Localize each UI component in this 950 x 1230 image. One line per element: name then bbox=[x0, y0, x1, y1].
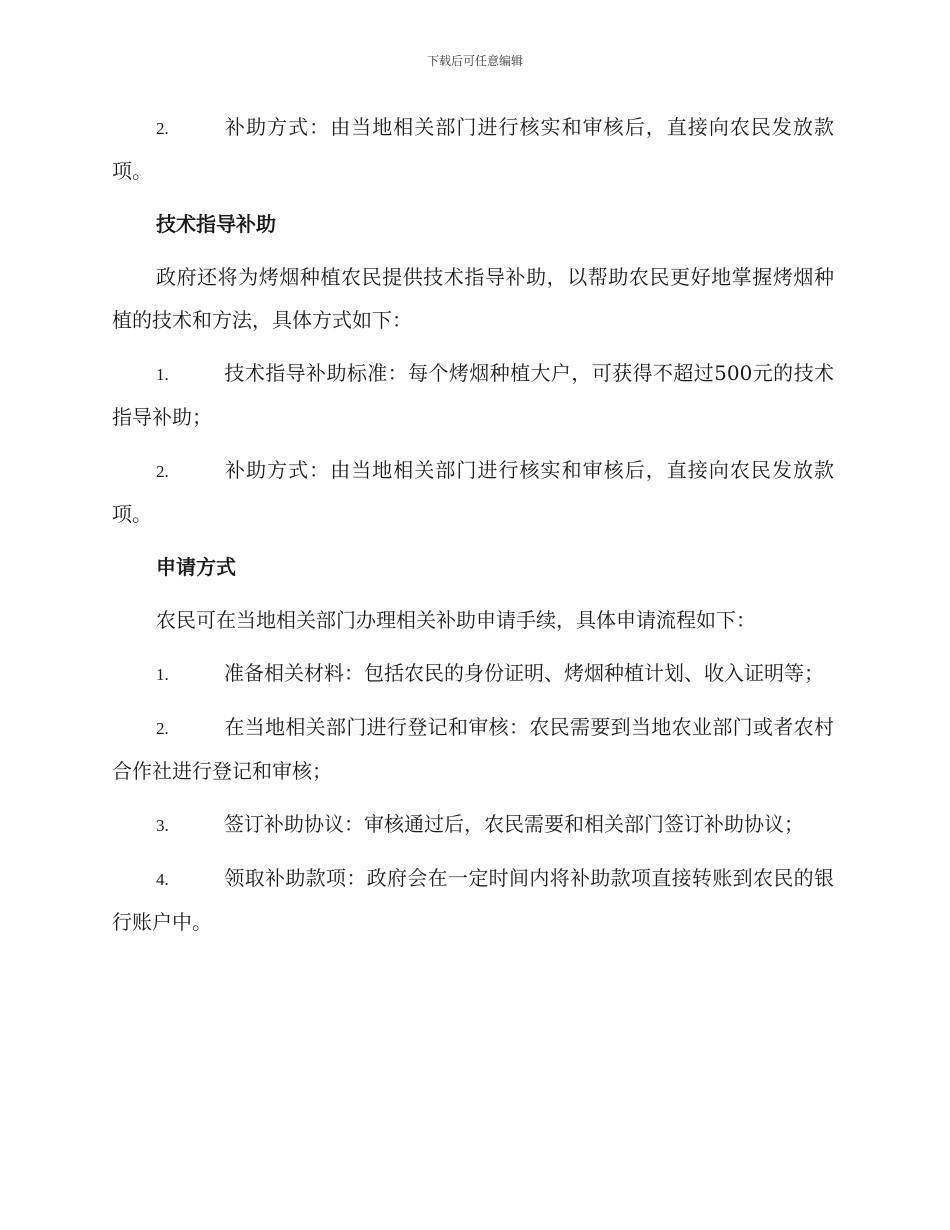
list-item-text: 技术指导补助标准：每个烤烟种植大户，可获得不超过500元的技术指导补助； bbox=[112, 361, 834, 429]
list-number: 1. bbox=[156, 665, 169, 684]
section-heading: 技术指导补助 bbox=[156, 212, 276, 236]
list-item bbox=[112, 352, 834, 439]
paragraph: 政府还将为烤烟种植农民提供技术指导补助，以帮助农民更好地掌握烤烟种植的技术和方法，具体方式如下： bbox=[112, 265, 834, 332]
list-number: 1. bbox=[156, 365, 169, 384]
document-body bbox=[112, 106, 834, 954]
list-item bbox=[112, 803, 834, 847]
list-item bbox=[112, 652, 834, 696]
list-item-text: 补助方式：由当地相关部门进行核实和审核后，直接向农民发放款项。 bbox=[112, 458, 834, 526]
section-heading: 申请方式 bbox=[156, 555, 236, 579]
list-number: 4. bbox=[156, 870, 169, 889]
list-item bbox=[112, 106, 834, 193]
list-item bbox=[112, 857, 834, 944]
list-item-text: 在当地相关部门进行登记和审核：农民需要到当地农业部门或者农村合作社进行登记和审核； bbox=[112, 715, 834, 783]
list-number: 2. bbox=[156, 719, 169, 738]
list-number: 3. bbox=[156, 816, 169, 835]
paragraph: 农民可在当地相关部门办理相关补助申请手续，具体申请流程如下： bbox=[156, 608, 756, 632]
list-item-text: 签订补助协议：审核通过后，农民需要和相关部门签订补助协议； bbox=[224, 812, 804, 836]
list-item bbox=[112, 449, 834, 536]
page-header-note: 下载后可任意编辑 bbox=[426, 54, 523, 68]
list-number: 2. bbox=[156, 462, 169, 481]
list-item-text: 领取补助款项：政府会在一定时间内将补助款项直接转账到农民的银行账户中。 bbox=[112, 866, 834, 934]
list-item-text: 补助方式：由当地相关部门进行核实和审核后，直接向农民发放款项。 bbox=[112, 115, 834, 183]
list-item bbox=[112, 706, 834, 793]
list-number: 2. bbox=[156, 119, 169, 138]
list-item-text: 准备相关材料：包括农民的身份证明、烤烟种植计划、收入证明等； bbox=[224, 661, 824, 685]
